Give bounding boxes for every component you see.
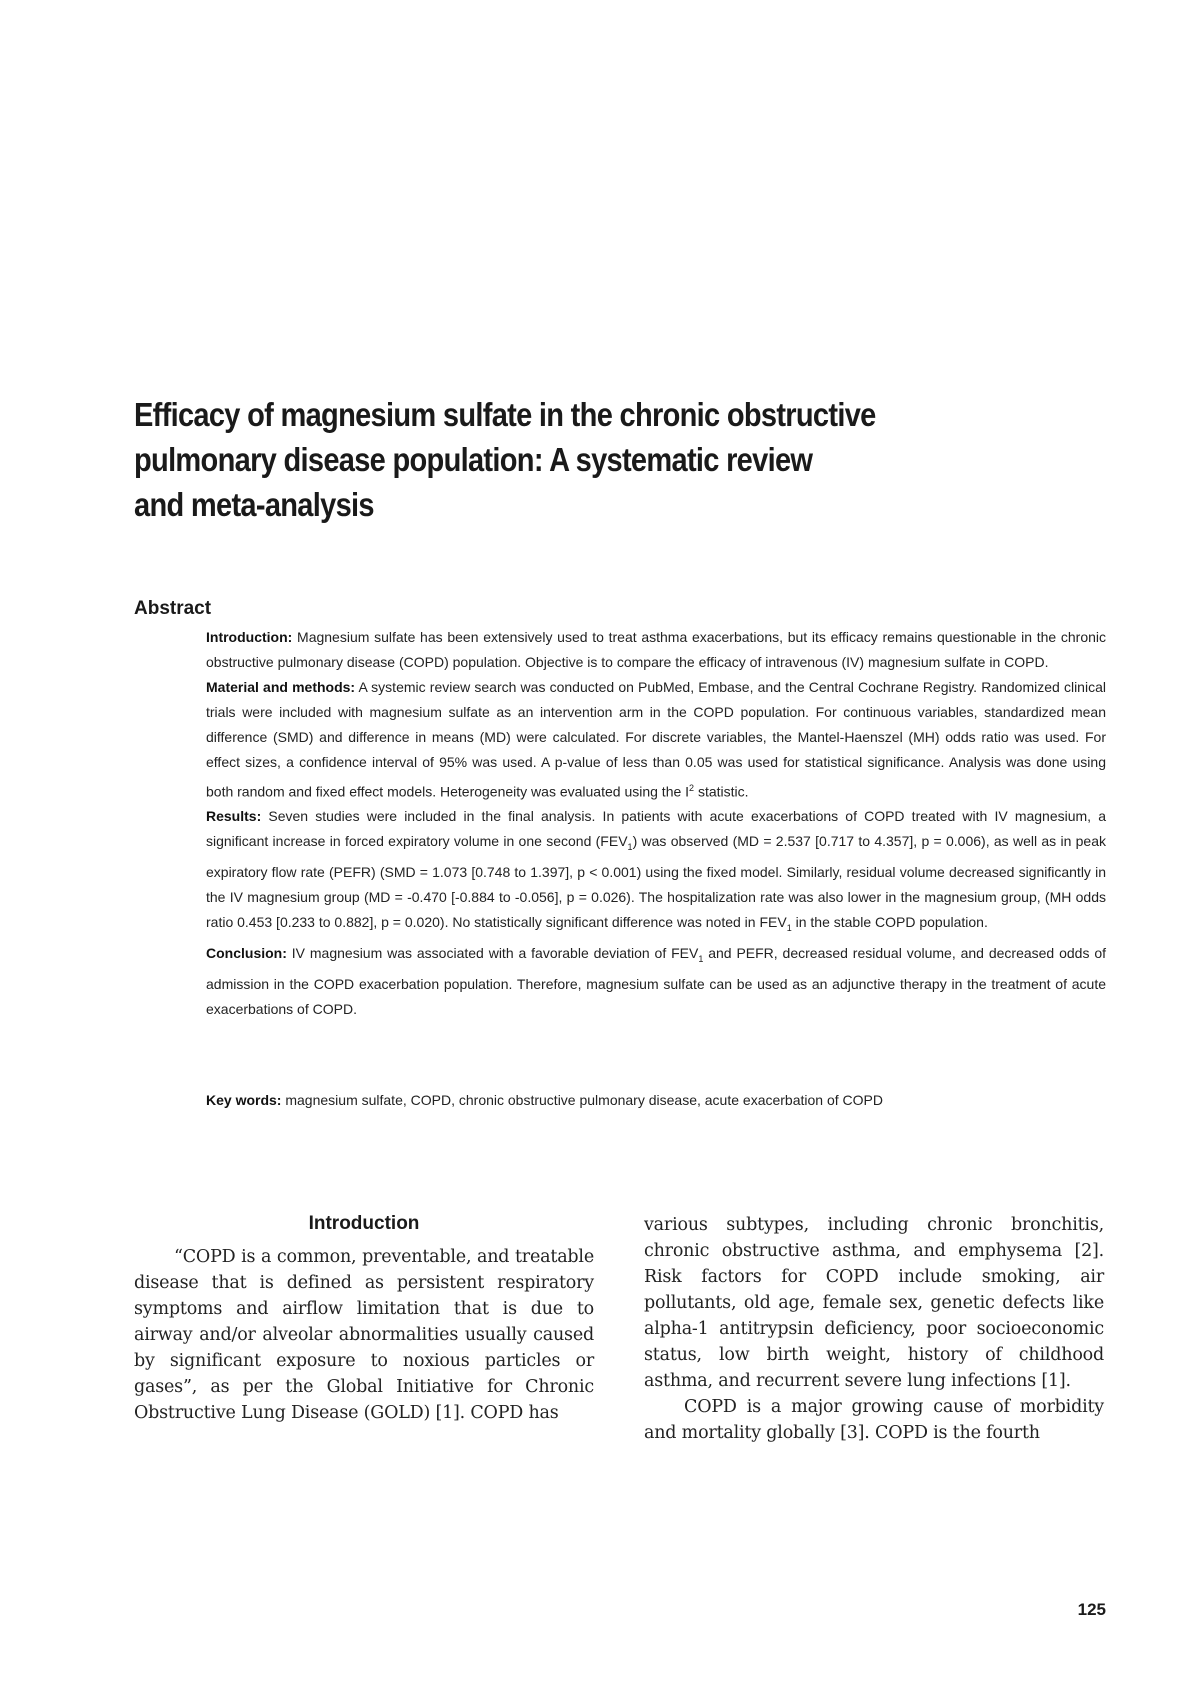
- abstract-methods-text: A systemic review search was conducted on PubMed, Embase, and the Central Cochrane Registry. Randomized clinical trials were included with magnesium sulfate as an intervention arm in the COPD population. For continuous variables, standardized mean difference (SMD) and difference in means (MD) were calculated. For discrete variables, the Mantel-Haenszel (MH) odds ratio was used. For effect sizes, a confidence interval of 95% was used. A p-value of less than 0.05 was used for statistical significance. Analysis was done using both random and fixed effect models. Heterogeneity was evaluated using the I: [206, 679, 1106, 800]
- abstract-introduction-label: Introduction:: [206, 629, 293, 645]
- title-line-2: pulmonary disease population: A systematic review: [134, 441, 813, 478]
- subscript-1: 1: [698, 954, 704, 965]
- body-column-right: [644, 1212, 1104, 1446]
- keywords-label: Key words:: [206, 1092, 282, 1108]
- abstract-results-text-1: Seven studies were included in the final analysis. In patients with acute exacerbations of COPD treated with IV magnesium, a significant increase in forced expiratory volume in one second (FEV: [206, 808, 1106, 850]
- keywords-text: magnesium sulfate, COPD, chronic obstructive pulmonary disease, acute exacerbation of COPD: [285, 1092, 883, 1108]
- subscript-1: 1: [627, 842, 633, 853]
- body-column-left: [134, 1244, 594, 1426]
- abstract-methods-label: Material and methods:: [206, 679, 356, 696]
- abstract-results-label: Results:: [206, 808, 262, 825]
- superscript-2: 2: [689, 782, 695, 793]
- abstract-results: [206, 804, 1106, 941]
- subscript-1: 1: [786, 923, 792, 934]
- abstract-heading: Abstract: [134, 598, 212, 619]
- abstract-body: [206, 625, 1106, 1022]
- body-paragraph: various subtypes, including chronic bronchitis, chronic obstructive asthma, and emphysema [2]. Risk factors for COPD include smoking, air pollutants, old age, female sex, genetic defects like alpha-1 antitrypsin deficiency, poor socioeconomic status, low birth weight, history of childhood asthma, and recurrent severe lung infections [1].: [644, 1215, 1104, 1391]
- body-paragraph: COPD is a major growing cause of morbidity and mortality globally [3]. COPD is the fourth: [644, 1397, 1104, 1443]
- title-line-3: and meta-analysis: [134, 486, 374, 523]
- section-heading-introduction: Introduction: [308, 1213, 420, 1234]
- abstract-introduction-text: Magnesium sulfate has been extensively used to treat asthma exacerbations, but its efficacy remains questionable in the chronic obstructive pulmonary disease (COPD) population. Objective is to compare the efficacy of intravenous (IV) magnesium sulfate in COPD.: [206, 629, 1107, 671]
- abstract-results-text-3: in the stable COPD population.: [791, 914, 988, 931]
- body-paragraph: “COPD is a common, preventable, and treatable disease that is defined as persistent respiratory symptoms and airflow limitation that is due to airway and/or alveolar abnormalities usually caused by significant exposure to noxious particles or gases”, as per the Global Initiative for Chronic Obstructive Lung Disease (GOLD) [1]. COPD has: [134, 1247, 594, 1423]
- article-title: [134, 392, 926, 527]
- abstract-methods: [206, 675, 1106, 804]
- abstract-introduction: [206, 625, 1106, 675]
- abstract-conclusion-label: Conclusion:: [206, 945, 287, 962]
- abstract-conclusion-text-2: and PEFR, decreased residual volume, and decreased odds of admission in the COPD exacerbation population. Therefore, magnesium sulfate can be used as an adjunctive therapy in the treatment of acute exacerbations of COPD.: [206, 945, 1107, 1018]
- abstract-conclusion-text-1: IV magnesium was associated with a favorable deviation of FEV: [291, 945, 699, 962]
- page-number: 125: [1077, 1600, 1106, 1619]
- title-line-1: Efficacy of magnesium sulfate in the chronic obstructive: [134, 396, 876, 433]
- abstract-methods-text-end: statistic.: [694, 783, 749, 800]
- abstract-results-text-2: ) was observed (MD = 2.537 [0.717 to 4.357], p = 0.006), as well as in peak expiratory flow rate (PEFR) (SMD = 1.073 [0.748 to 1.397], p < 0.001) using the fixed model. Similarly, residual volume decreased significantly in the IV magnesium group (MD = -0.470 [-0.884 to -0.056], p = 0.026). The hospitalization rate was also lower in the magnesium group, (MH odds ratio 0.453 [0.233 to 0.882], p = 0.020). No statistically significant difference was noted in FEV: [206, 833, 1107, 931]
- abstract-conclusion: [206, 941, 1106, 1022]
- keywords: [206, 1089, 1106, 1111]
